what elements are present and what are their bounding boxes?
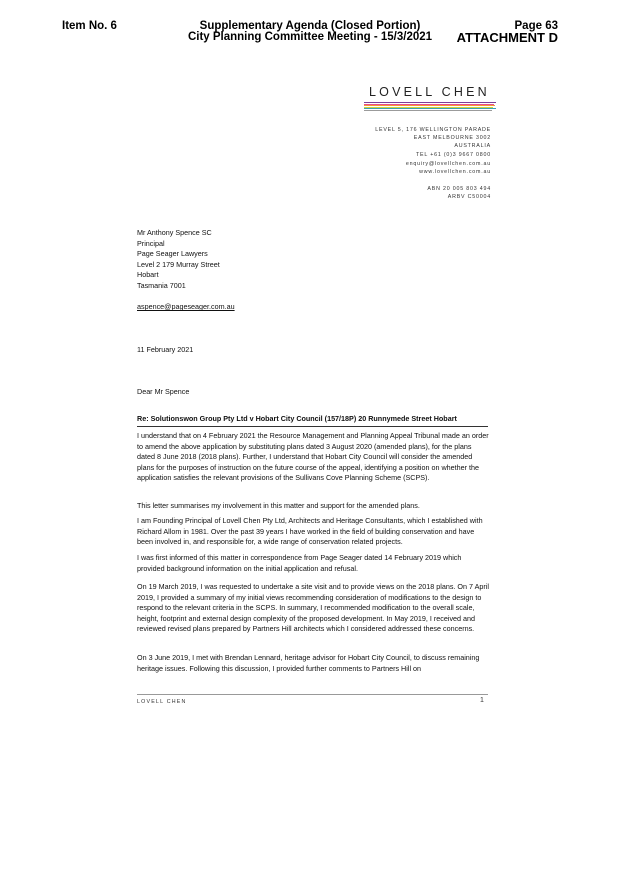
salutation: Dear Mr Spence	[137, 387, 190, 396]
recipient-state: Tasmania 7001	[137, 280, 186, 290]
company-logo-text: LOVELL CHEN	[369, 85, 490, 99]
item-number: Item No. 6	[62, 20, 117, 32]
address-phone: TEL +61 (0)3 9667 0800	[416, 152, 491, 158]
recipient-title: Principal	[137, 238, 165, 248]
address-line: AUSTRALIA	[454, 143, 491, 149]
recipient-city: Hobart	[137, 270, 159, 280]
abn-number: ABN 20 005 803 494	[427, 186, 491, 192]
footer-brand: LOVELL CHEN	[137, 699, 187, 705]
footer-page-number: 1	[480, 697, 484, 704]
page-number: Page 63	[514, 20, 558, 32]
agenda-subtitle: City Planning Committee Meeting - 15/3/2021	[187, 31, 433, 43]
subject-line: Re: Solutionswon Group Pty Ltd v Hobart City Council (157/18P) 20 Runnymede Street Hobart	[137, 414, 457, 423]
attachment-label: ATTACHMENT D	[456, 30, 558, 45]
letter-date: 11 February 2021	[137, 345, 194, 354]
body-paragraph: I am Founding Principal of Lovell Chen Pty Ltd, Architects and Heritage Consultants, which I established with Richard Allom in 1981. Over the past 39 years I have worked in the field of building conservation and have been involved in, and responsible for, a wide range of conservation related projects.	[137, 516, 483, 547]
body-paragraph: I was first informed of this matter in correspondence from Page Seager dated 14 February 2019 which provided background information on the initial application and refusal.	[137, 553, 462, 573]
logo-stripes	[364, 102, 496, 111]
body-paragraph: On 3 June 2019, I met with Brendan Lennard, heritage advisor for Hobart City Council, to discuss remaining heritage issues. Following this discussion, I provided further comments to Partners Hill on	[137, 653, 480, 673]
recipient-address	[137, 228, 220, 292]
address-line: LEVEL 5, 176 WELLINGTON PARADE	[375, 127, 491, 133]
recipient-name: Mr Anthony Spence SC	[137, 228, 212, 237]
body-paragraph: I understand that on 4 February 2021 the Resource Management and Planning Appeal Tribunal made an order to amend the above application by substituting plans dated 3 August 2020 (amended plans), for the plans dated 8 June 2018 (2018 plans). Further, I understand that Hobart City Council will consider the amended plans for the purposes of instruction on the future course of the appeal, identifying a position on whether the application satisfies the relevant provisions of the Sullivans Cove Planning Scheme (SCPS).	[137, 431, 489, 483]
address-website: www.lovellchen.com.au	[419, 169, 491, 175]
logo-stripe	[364, 110, 492, 111]
recipient-email-link[interactable]: aspence@pageseager.com.au	[137, 302, 235, 311]
address-line: EAST MELBOURNE 3002	[413, 135, 491, 141]
arbv-number: ARBV C50004	[447, 194, 491, 200]
recipient-firm: Page Seager Lawyers	[137, 249, 208, 259]
address-email: enquiry@lovellchen.com.au	[405, 161, 491, 167]
body-paragraph: On 19 March 2019, I was requested to undertake a site visit and to provide views on the 2018 plans. On 7 April 2019, I provided a summary of my initial views recommending consideration of modifications to the design to respond to the relevant criteria in the SCPS. In summary, I recommended modification to the overall scale, height, footprint and external design complexity of the proposed development. In May 2019, I received and reviewed revised plans prepared by Partners Hill architects which I considered addressed these concerns.	[137, 582, 489, 634]
subject-divider	[137, 426, 488, 427]
agenda-title: Supplementary Agenda (Closed Portion)	[199, 20, 421, 32]
footer-divider	[137, 694, 488, 695]
body-paragraph: This letter summarises my involvement in this matter and support for the amended plans.	[137, 501, 420, 510]
recipient-street: Level 2 179 Murray Street	[137, 259, 220, 269]
